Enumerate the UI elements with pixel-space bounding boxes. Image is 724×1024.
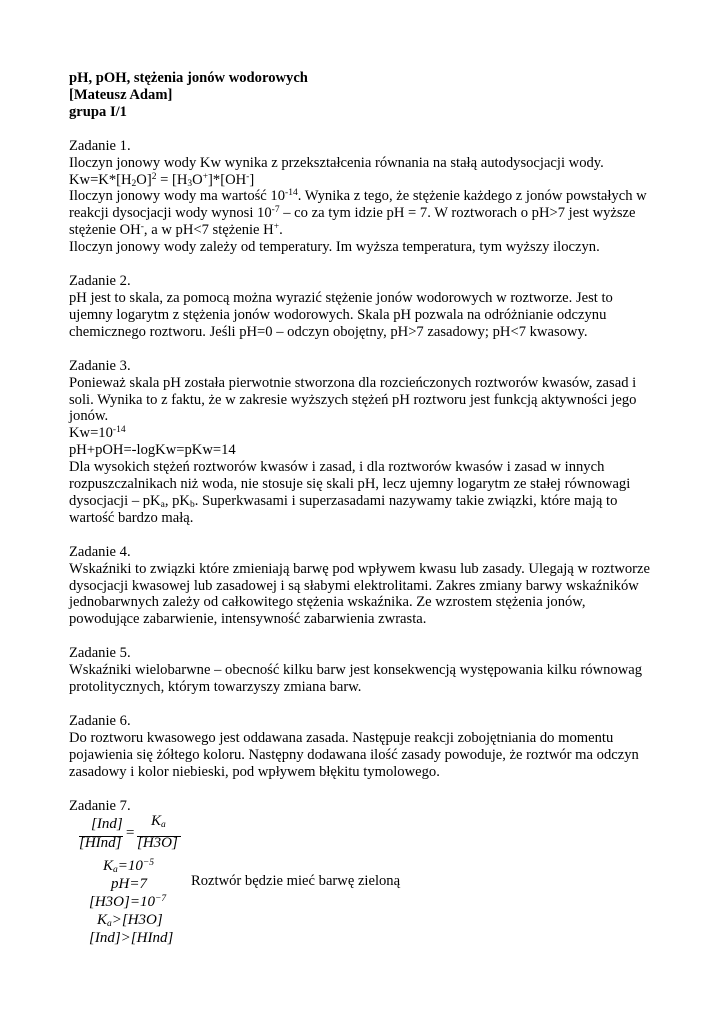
task-5 [69, 645, 659, 696]
task-heading: Zadanie 7. [69, 797, 131, 814]
comparison-ka-h3o: $K_a>[H3O]$ [97, 911, 163, 929]
equals-sign: = [125, 824, 136, 841]
h3o-value: $[H3O]=10^{-7}$ [89, 893, 167, 910]
paragraph: Iloczyn jonowy wody ma wartość $10^{-14}$. Wynika z tego, że stężenie każdego z jonów powstałych w reakcji dysocjacji wody wynosi $10^{-7}$ – co za tym idzie pH = 7. W roztworach o pH>7 jest wyższe stężenie OH-, a w pH<7 stężenie H+. [69, 188, 647, 239]
paragraph: Do roztworu kwasowego jest oddawana zasada. Następuje reakcji zobojętniania do momentu pojawienia się żółtego koloru. Następny dodawana ilość zasady powoduje, że roztwór ma odczyn zasadowy i kolor niebieski, pod wpływem błękitu tymolowego. [69, 729, 639, 780]
ph-value: pH=7 [111, 875, 147, 892]
document-header [69, 70, 659, 121]
task-heading: Zadanie 3. [69, 357, 131, 374]
equation-ph-poh: pH+pOH=-logKw=pKw=14 [69, 442, 236, 459]
conclusion-text: Roztwór będzie mieć barwę zieloną [191, 872, 401, 889]
equation-kw: $Kw=K*[H_2O]^2 = [H_3O^+]*[OH^-]$ [69, 171, 255, 189]
ka-value: $K_a=10^{-5}$ [103, 857, 155, 875]
document-body [69, 70, 659, 965]
equation-kw-value: $Kw=10^{-14}$ [69, 425, 126, 442]
task-1 [69, 138, 659, 256]
document-group: grupa I/1 [69, 103, 127, 120]
task-2 [69, 273, 659, 341]
task-7 [69, 798, 659, 965]
document-author: [Mateusz Adam] [69, 86, 173, 103]
task-heading: Zadanie 2. [69, 273, 131, 290]
task-heading: Zadanie 6. [69, 713, 131, 729]
comparison-ind-hind: [Ind]>[HInd] [89, 929, 174, 946]
formula-block [69, 812, 659, 965]
paragraph: Ponieważ skala pH została pierwotnie stworzona dla rozcieńczonych roztworów kwasów, zasad i soli. Wynika to z faktu, że w zakresie wyższych stężeń pH roztworu jest funkcją aktywności jego jonów. [69, 374, 637, 425]
paragraph: Iloczyn jonowy wody Kw wynika z przekształcenia równania na stałą autodysocjacji wody. [69, 154, 604, 171]
paragraph: Dla wysokich stężeń roztworów kwasów i zasad, i dla roztworów kwasów i zasad w innych rozpuszczalnikach niż woda, nie stosuje się skali pH, lecz ujemny logarytm ze stałej równowagi dysocjacji – $pK_a$, $pK_b$. Superkwasami i superzasadami nazywamy takie związki, które mają to wartość bardzo małą. [69, 459, 631, 526]
task-4 [69, 544, 659, 629]
task-6 [69, 713, 659, 781]
task-3 [69, 358, 659, 527]
document-title: pH, pOH, stężenia jonów wodorowych [69, 70, 308, 86]
denominator-h3o: [H3O] [137, 834, 178, 851]
paragraph: Iloczyn jonowy wody zależy od temperatury. Im wyższa temperatura, tym wyższy iloczyn. [69, 239, 600, 256]
task-heading: Zadanie 1. [69, 137, 131, 154]
numerator-ka: $K_a$ [151, 812, 166, 830]
denominator-hind: [HInd] [79, 834, 122, 851]
task-heading: Zadanie 4. [69, 543, 131, 560]
ratio-fraction [79, 812, 189, 859]
numerator-ind: [Ind] [91, 815, 123, 832]
paragraph: Wskaźniki to związki które zmieniają barwę pod wpływem kwasu lub zasady. Ulegają w roztworze dysocjacji kwasowej lub zasadowej i są słabymi elektrolitami. Zakres zmiany barwy wskaźników jednobarwnych zależy od całkowitego stężenia wskaźnika. Ze wzrostem stężenia jonów, powodujące zabarwienie, intensywność zabarwienia zwrasta. [69, 560, 650, 628]
task-heading: Zadanie 5. [69, 645, 131, 662]
paragraph: pH jest to skala, za pomocą można wyrazić stężenie jonów wodorowych w roztworze. Jest to ujemny logarytm z stężenia jonów wodorowych. Skala pH pozwala na odróżnianie odczynu chemicznego roztworu. Jeśli pH=0 – odczyn obojętny, pH>7 zasadowy; pH<7 kwasowy. [69, 289, 613, 340]
paragraph: Wskaźniki wielobarwne – obecność kilku barw jest konsekwencją występowania kilku równowag protolitycznych, którym towarzyszy zmiana barw. [69, 662, 643, 696]
